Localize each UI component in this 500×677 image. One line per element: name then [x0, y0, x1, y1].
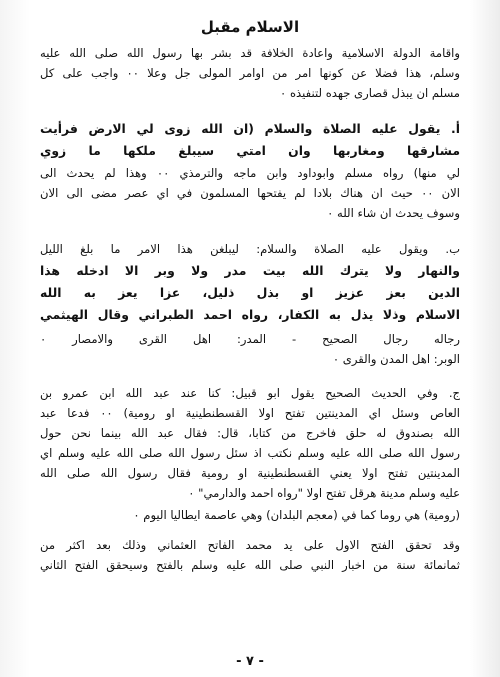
- text-line: ج. وفي الحديث الصحيح يقول ابو قبيل: كنا عند عبد الله ابن عمرو بن: [40, 386, 460, 400]
- text-line: واقامة الدولة الاسلامية واعادة الخلافة قد بشر بها رسول الله صلى الله عليه: [40, 46, 460, 60]
- text-line: مسلم ان يبذل قصارى جهده لتنفيذه ٠: [280, 86, 460, 100]
- text-line: ب. ويقول عليه الصلاة والسلام: ليبلغن هذا الامر ما بلغ الليل: [40, 242, 460, 256]
- text-line: (رومية) هي روما كما في (معجم البلدان) وهي عاصمة ايطاليا اليوم ٠: [133, 508, 460, 522]
- text-line: المدينتين تفتح اولا يعني القسطنطينية او رومية فقال رسول الله صلى الله: [40, 466, 460, 480]
- text-line: والنهار ولا يترك الله بيت مدر ولا وبر الا ادخله هذا: [40, 263, 460, 278]
- text-line: وقد تحقق الفتح الاول على يد محمد الفاتح العثماني وذلك بعد اكثر من: [40, 538, 460, 552]
- text-line: وسوف يحدث ان شاء الله ٠: [327, 206, 460, 220]
- text-line: الله بصندوق له حلق فاخرج من كتابا، قال: فقال عبد الله بينما نحن حول: [40, 426, 460, 440]
- page-number: - ٧ -: [236, 654, 264, 669]
- page-title: الاسلام مقبل: [200, 18, 300, 36]
- text-line: الاسلام وذلا يذل به الكفار، رواه احمد الطبراني وقال الهيثمي: [40, 307, 460, 322]
- text-line: الان ٠٠ حيث ان هناك بلادا لم يفتحها المسلمون في اي عصر مضى الى الان: [40, 186, 460, 200]
- text-line: الوبر: اهل المدن والقرى ٠: [332, 352, 460, 366]
- text-line: ثمانمائة سنة من اخبار النبي صلى الله عليه وسلم بالفتح وسيحقق الفتح الثاني: [40, 558, 460, 572]
- text-line: أ. يقول عليه الصلاة والسلام (ان الله زوى لي الارض فرأيت: [40, 121, 460, 136]
- text-line: لي منها) رواه مسلم وابوداود وابن ماجه والترمذي ٠٠ وهذا لم يحدث الى: [40, 166, 460, 180]
- text-line: عليه وسلم مدينة هرقل تفتح اولا "رواه احمد والدارمي" ٠: [188, 486, 460, 500]
- text-line: وسلم، هذا فضلا عن كونها امر من اوامر المولى جل وعلا ٠٠ واجب على كل: [40, 66, 460, 80]
- text-line: العاص وسئل اي المدينتين تفتح اولا القسطنطينية او رومية) ٠٠ فدعا عبد: [40, 406, 460, 420]
- text-line: الدين بعز عزيز او بذل ذليل، عزا يعز به الله: [40, 285, 460, 300]
- text-line: رسول الله صلى الله عليه وسلم نكتب اذ سئل رسول الله صلى الله عليه وسلم اي: [40, 446, 460, 460]
- text-line: رجاله رجال الصحيح - المدر: اهل القرى والامصار ٠: [40, 332, 460, 346]
- text-line: مشارقها ومغاربها وان امتي سيبلغ ملكها ما زوي: [40, 143, 460, 158]
